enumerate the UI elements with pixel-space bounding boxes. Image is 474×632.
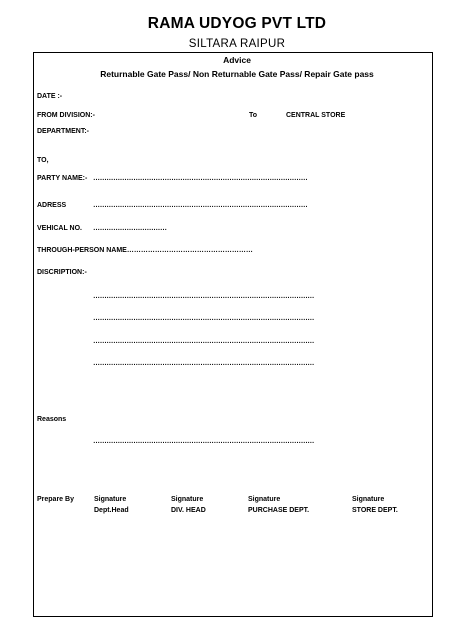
signature-title: Signature — [171, 496, 204, 503]
company-name: RAMA UDYOG PVT LTD — [147, 15, 327, 32]
signature-purchase-dept — [248, 494, 309, 516]
company-location: SILTARA RAIPUR — [188, 38, 286, 50]
description-line-3[interactable]: ……………………………………………………………………………………… — [93, 338, 315, 345]
pass-types-heading: Returnable Gate Pass/ Non Returnable Gate Pass/ Repair Gate pass — [100, 69, 374, 79]
address-label: ADRESS — [37, 202, 67, 209]
signature-title: Signature — [94, 496, 127, 503]
signature-dept: DIV. HEAD — [171, 507, 206, 514]
signature-dept: Dept.Head — [94, 507, 129, 514]
description-label: DISCRIPTION:- — [37, 269, 87, 276]
department-label: DEPARTMENT:- — [37, 128, 89, 135]
to-value: CENTRAL STORE — [286, 112, 346, 119]
to-party-label: TO, — [37, 157, 49, 164]
signature-div-head — [171, 494, 206, 516]
reasons-field[interactable]: ……………………………………………………………………………………… — [93, 438, 315, 445]
date-label: DATE :- — [37, 93, 63, 100]
prepare-by-label: Prepare By — [37, 496, 74, 503]
description-line-4[interactable]: ……………………………………………………………………………………… — [93, 360, 315, 367]
signature-title: Signature — [248, 496, 281, 503]
reasons-label: Reasons — [37, 416, 67, 423]
through-person-label: THROUGH-PERSON NAME……………………………………………… — [37, 247, 253, 254]
form-border — [33, 52, 433, 617]
from-division-label: FROM DIVISION:- — [37, 112, 95, 119]
signature-dept: STORE DEPT. — [352, 507, 398, 514]
description-line-2[interactable]: ……………………………………………………………………………………… — [93, 315, 315, 322]
vehicle-field[interactable]: …………………………… — [93, 225, 167, 232]
party-name-label: PARTY NAME:- — [37, 175, 88, 182]
description-line-1[interactable]: ……………………………………………………………………………………… — [93, 293, 315, 300]
party-name-field[interactable]: …………………………………………………………………………………… — [93, 175, 308, 182]
signature-store-dept — [352, 494, 398, 516]
signature-dept-head — [94, 494, 129, 516]
address-field[interactable]: …………………………………………………………………………………… — [93, 202, 308, 209]
to-label: To — [249, 112, 258, 119]
vehicle-label: VEHICAL NO. — [37, 225, 82, 232]
signature-dept: PURCHASE DEPT. — [248, 507, 310, 514]
signature-title: Signature — [352, 496, 385, 503]
advice-heading: Advice — [223, 55, 251, 65]
